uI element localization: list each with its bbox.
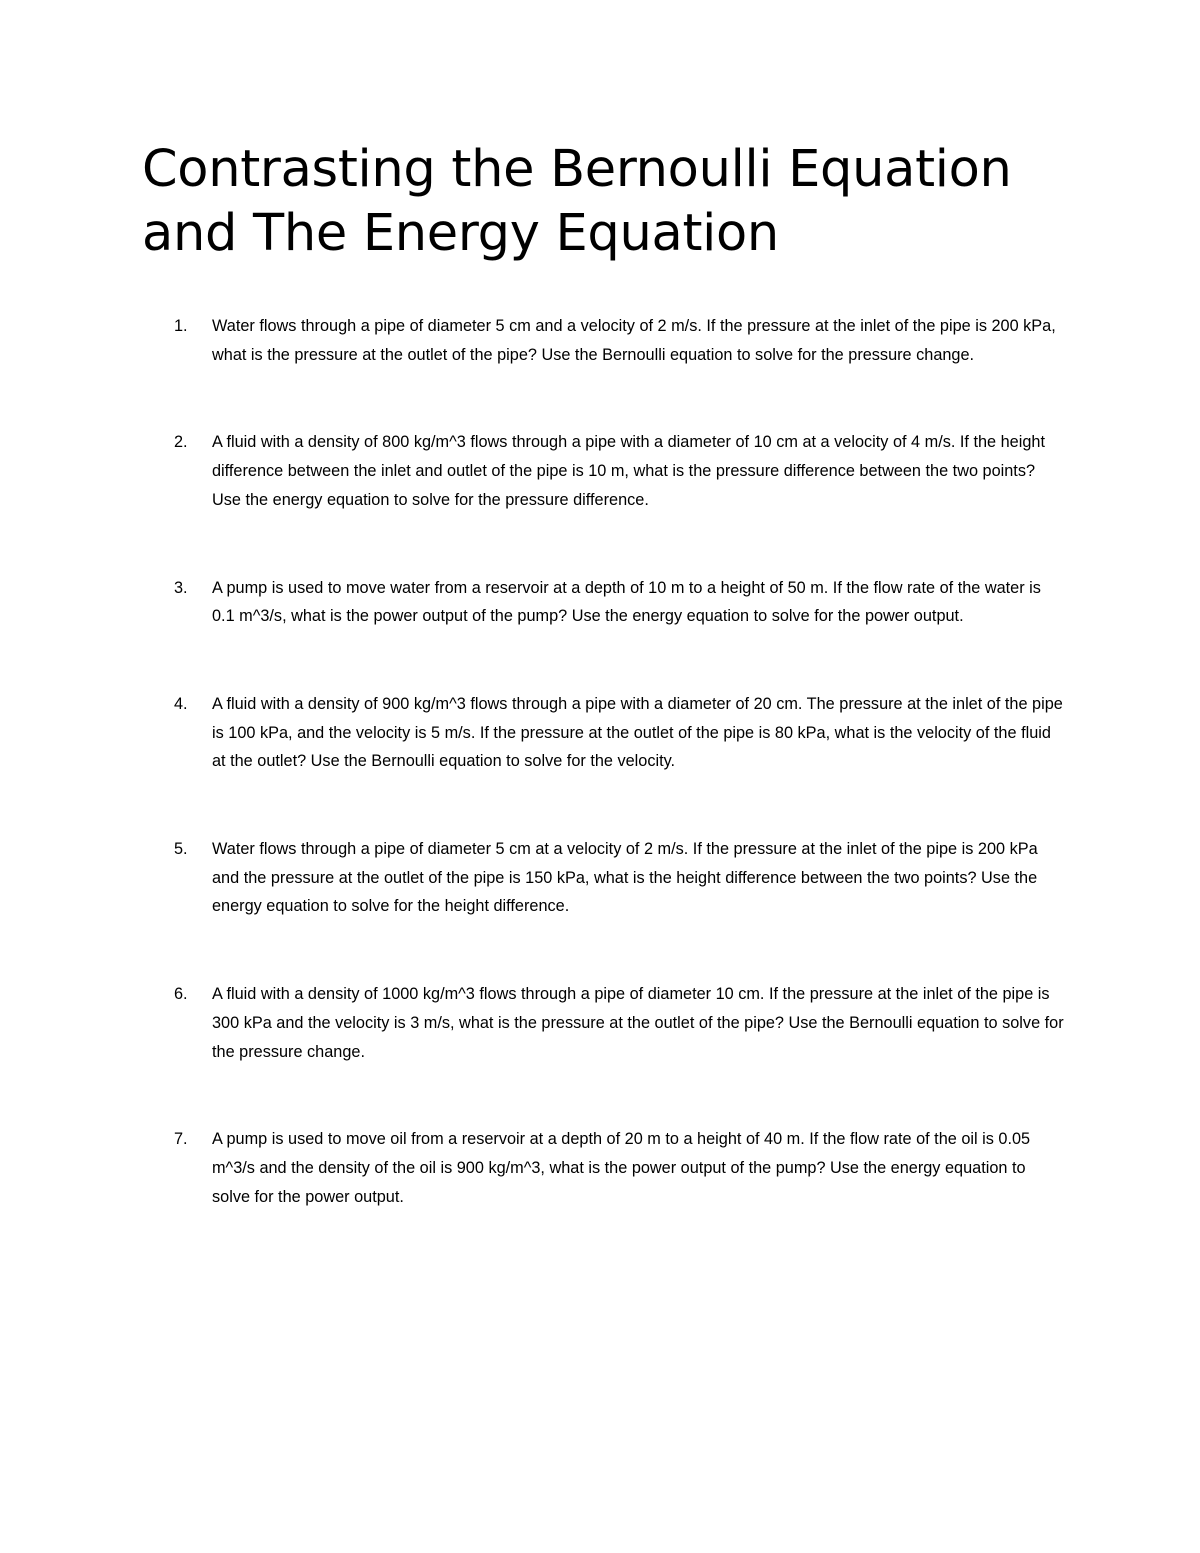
question-text: A pump is used to move water from a reservoir at a depth of 10 m to a height of 50 m. If the flow rate of the water is 0.1 m^3/s, what is the power output of the pump? Use the energy equation to solve for the power output. [212, 578, 1041, 626]
question-number: 5. [174, 840, 188, 859]
question-number: 2. [174, 433, 188, 452]
question-text: Water flows through a pipe of diameter 5 cm at a velocity of 2 m/s. If the pressure at the inlet of the pipe is 200 kPa and the pressure at the outlet of the pipe is 150 kPa, what is the height difference between the two points? Use the energy equation to solve for the height difference. [212, 840, 1038, 916]
question-item-1 [142, 312, 1067, 369]
question-item-7 [142, 1125, 1067, 1211]
document-title [142, 138, 1082, 266]
title-line-2: and The Energy Equation [142, 204, 779, 263]
question-item-2 [142, 428, 1067, 514]
title-line-1: Contrasting the Bernoulli Equation [142, 140, 1012, 199]
question-text: Water flows through a pipe of diameter 5 cm and a velocity of 2 m/s. If the pressure at the inlet of the pipe is 200 kPa, what is the pressure at the outlet of the pipe? Use the Bernoulli equation to solve for the pressure change. [212, 317, 1056, 364]
question-number: 1. [174, 317, 188, 335]
question-list [142, 312, 1067, 1211]
question-text: A fluid with a density of 900 kg/m^3 flows through a pipe with a diameter of 20 cm. The pressure at the inlet of the pipe is 100 kPa, and the velocity is 5 m/s. If the pressure at the outlet of the pipe is 80 kPa, what is the velocity of the fluid at the outlet? Use the Bernoulli equation to solve for the velocity. [212, 694, 1063, 771]
question-item-6 [142, 980, 1067, 1066]
question-number: 6. [174, 985, 188, 1004]
question-number: 7. [174, 1130, 188, 1149]
question-item-3 [142, 574, 1067, 631]
question-text: A fluid with a density of 1000 kg/m^3 flows through a pipe of diameter 10 cm. If the pressure at the inlet of the pipe is 300 kPa and the velocity is 3 m/s, what is the pressure at the outlet of the pipe? Use the Bernoulli equation to solve for the pressure change. [212, 985, 1064, 1061]
question-item-5 [142, 835, 1067, 921]
question-item-4 [142, 690, 1067, 776]
question-text: A fluid with a density of 800 kg/m^3 flows through a pipe with a diameter of 10 cm at a velocity of 4 m/s. If the height difference between the inlet and outlet of the pipe is 10 m, what is the pressure difference between the two points? Use the energy equation to solve for the pressure difference. [212, 433, 1045, 509]
question-number: 3. [174, 578, 188, 597]
question-text: A pump is used to move oil from a reservoir at a depth of 20 m to a height of 40 m. If the flow rate of the oil is 0.05 m^3/s and the density of the oil is 900 kg/m^3, what is the power output of the pump? Use the energy equation to solve for the power output. [212, 1130, 1031, 1206]
question-number: 4. [174, 694, 188, 713]
